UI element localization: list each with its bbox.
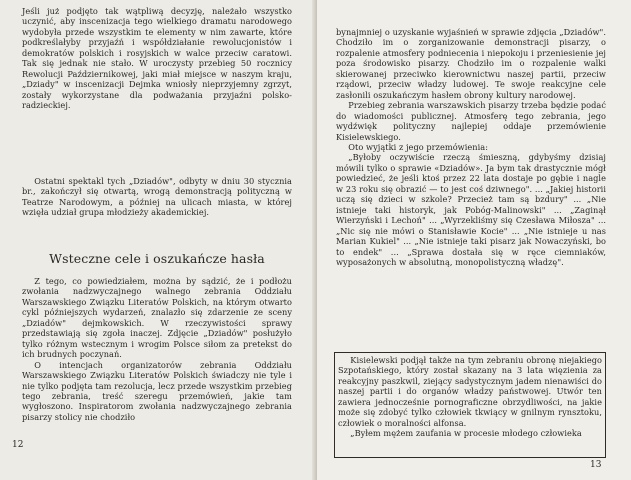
right-paragraph-2: Przebieg zebrania warszawskich pisarzy trzeba będzie podać do wiadomości publicznej. Atmosferę tego zebrania, jego wydźwięk polityczny najlepiej oddaje przemówienie Kisielewskiego. <box>336 100 606 142</box>
page-number-left: 12 <box>12 440 24 450</box>
boxed-text <box>338 355 602 439</box>
left-paragraph-4: O intencjach organizatorów zebrania Oddziału Warszawskiego Związku Literatów Polskich świadczy nie tyle i nie tylko podjęta tam rezolucja, lecz przede wszystkim przebieg tego zebrania, treść szeregu przemówień, jakie tam wygłoszono. Inspiratorom zwołania nadzwyczajnego zebrania pisarzy stolicy nie chodziło <box>22 359 292 422</box>
left-paragraph-1: Jeśli już podjęto tak wątpliwą decyzję, należało wszystko uczynić, aby inscenizacja tego wielkiego dramatu narodowego wydobyła przede wszystkim te elementy w nim zawarte, które podkreślałyby przyjaźń i współdziałanie rewolucjonistów i demokratów polskich i rosyjskich w walce przeciw caratowi. Tak się jednak nie stało. W uroczysty przebieg 50 rocznicy Rewolucji Październikowej, jaki miał miejsce w naszym kraju, „Dziady" w inscenizacji Dejmka wniosły nieprzyjemny zgrzyt, zostały wykorzystane dla podważania przyjaźni polsko-radzieckiej. <box>22 6 292 111</box>
right-paragraph-3: Oto wyjątki z jego przemówienia: <box>348 141 489 152</box>
left-text-block-3 <box>22 276 292 422</box>
left-paragraph-2: Ostatni spektakl tych „Dziadów", odbyty w dniu 30 stycznia br., zakończył się otwartą, wrogą demonstracją polityczną w Teatrze Narodowym, a później na ulicach miasta, w której wzięła udział grupa młodzieży akademickiej. <box>22 176 292 218</box>
right-paragraph-1: bynajmniej o uzyskanie wyjaśnień w sprawie zdjęcia „Dziadów". Chodziło im o zorganizowanie demonstracji pisarzy, o rozpalenie atmosfery podniecenia i niepokoju i przeniesienie jej poza środowisko pisarzy. Chodziło im o rozpalenie walki skierowanej przeciwko kierownictwu naszej partii, przeciw rządowi, przeciw władzy ludowej. Te swoje reakcyjne cele zasłonili oszukańczym hasłem obrony kultury narodowej. <box>336 27 606 100</box>
left-text-block-1 <box>22 6 292 111</box>
section-heading: Wsteczne cele i oszukańcze hasła <box>49 251 265 266</box>
speech-quote: „Byłoby oczywiście rzeczą śmieszną, gdybyśmy dzisiaj mówili tylko o sprawie «Dziadów». Ja bym tak drastycznie mógł powiedzieć, że jeśli ktoś przez 22 lata dostaje po gębie i nagle w 23 roku się obrazić — to jest coś dziwnego". ... „Jakiej historii uczą się dzieci w szkole? Przecież tam są bzdury" ... „Nie istnieje taki historyk, jak Pobóg-Malinowski" ... „Zaginął Wierzyński i Lechoń" ... „Wyrzekliśmy się Czesława Miłosza" ... „Nic się nie mówi o Stanisławie Kocie" ... „Nie istnieje u nas Marian Kukiel" ... „Nie istnieje taki pisarz jak Nowaczyński, bo to endek" ... „Sprawa dostała się w ręce ciemniaków, wyposażonych w absolutną, monopolistyczną władzę". <box>336 152 606 267</box>
left-paragraph-3: Z tego, co powiedziałem, można by sądzić, że i podłożu zwołania nadzwyczajnego walnego zebrania Oddziału Warszawskiego Związku Literatów Polskich, na którym otwarto cykl późniejszych wydarzeń, znalazło się zdarzenie ze sceny „Dziadów" dejmkowskich. W rzeczywistości sprawy przedstawiają się zgoła inaczej. Zdjęcie „Dziadów" posłużyło tylko różnym wstecznym i wrogim Polsce siłom za pretekst do ich brudnych poczynań. <box>22 276 292 360</box>
boxed-paragraph-2: „Byłem mężem zaufania w procesie młodego człowieka <box>350 428 582 439</box>
boxed-paragraph-1: Kisielewski podjął także na tym zebraniu obronę niejakiego Szpotańskiego, który został skazany na 3 lata więzienia za reakcyjny paszkwil, ziejący sadystycznym jadem nienawiści do naszej partii i do organów władzy państwowej. Utwór ten zawiera jednocześnie pornograficzne obrzydliwości, na jakie może się zdobyć tylko człowiek tkwiący w gnilnym rynsztoku, człowiek o moralności alfonsa. <box>338 355 602 428</box>
right-text-block <box>336 27 606 267</box>
boxed-passage <box>334 352 606 458</box>
page-number-right: 13 <box>590 460 602 470</box>
left-text-block-2 <box>22 176 292 218</box>
